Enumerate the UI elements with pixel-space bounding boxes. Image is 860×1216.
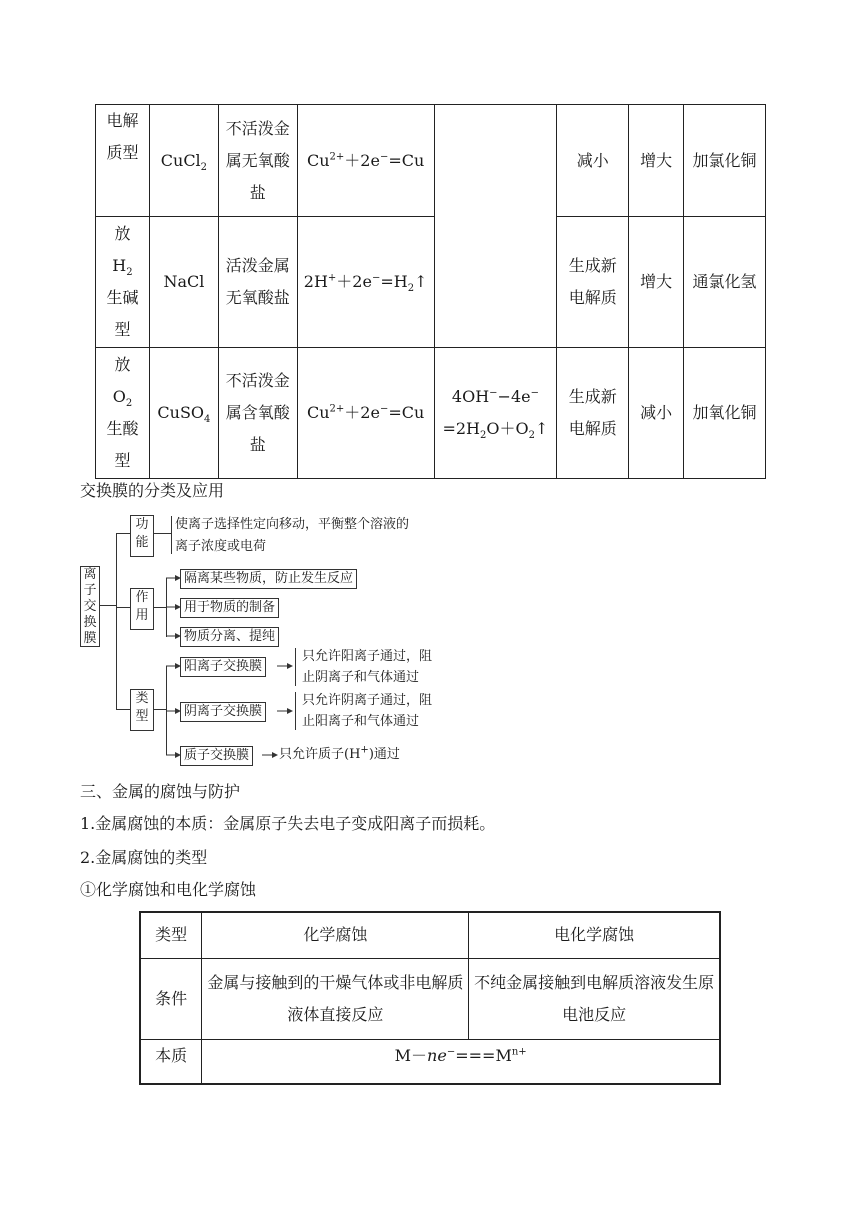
membrane-heading: 交换膜的分类及应用 xyxy=(80,481,225,500)
anode-cell: 4OH−−4e− $=2H_2O+O_2↑$ xyxy=(434,348,557,479)
section-heading: 三、金属的腐蚀与防护 xyxy=(80,782,241,801)
type-box: 类型 xyxy=(130,689,154,731)
cation-desc: 只允许阳离子通过，阻 xyxy=(302,649,433,664)
paragraph: 1.金属腐蚀的本质：金属原子失去电子变成阳离子而损耗。 xyxy=(80,814,496,833)
restore-cell: 加氯化铜 xyxy=(684,105,766,217)
cathode-cell: $Cu^{2+}+2e^-=Cu$ xyxy=(297,105,434,217)
category-cell: 不活泼金属无氧酸盐 xyxy=(218,105,297,217)
function-text: 离子浓度或电荷 xyxy=(175,539,267,554)
root-box: 离子交换膜 xyxy=(80,566,100,647)
concentration-cell: 增大 xyxy=(629,105,684,217)
category-cell: 活泼金属无氧酸盐 xyxy=(218,217,297,348)
row-label: 条件 xyxy=(140,958,202,1039)
concentration-cell: 增大 xyxy=(629,217,684,348)
anion-membrane-box: 阴离子交换膜 xyxy=(180,702,266,722)
proton-membrane-box: 质子交换膜 xyxy=(180,746,253,766)
cathode-cell: $2H^++2e^-=H_2↑$ xyxy=(297,217,434,348)
corrosion-table xyxy=(139,911,721,1085)
ph-cell: 生成新电解质 xyxy=(557,217,629,348)
cell: 金属与接触到的干燥气体或非电解质液体直接反应 xyxy=(202,958,469,1039)
use-item-box: 隔离某些物质，防止发生反应 xyxy=(180,569,357,589)
table-row xyxy=(140,912,720,958)
use-item-box: 用于物质的制备 xyxy=(180,598,279,618)
anion-desc: 只允许阴离子通过，阻 xyxy=(302,693,433,708)
proton-desc: 只允许质子(H+)通过 xyxy=(279,744,400,762)
paragraph: 2.金属腐蚀的类型 xyxy=(80,848,208,867)
cell: 不纯金属接触到电解质溶液发生原电池反应 xyxy=(469,958,720,1039)
restore-cell: 通氯化氢 xyxy=(684,217,766,348)
use-item-box: 物质分离、提纯 xyxy=(180,627,279,647)
electrolyte-cell: NaCl xyxy=(149,217,218,348)
electrolyte-cell: CuSO$_4$ xyxy=(149,348,218,479)
paragraph: ①化学腐蚀和电化学腐蚀 xyxy=(80,880,257,899)
cation-desc: 止阴离子和气体通过 xyxy=(302,670,420,685)
electrolyte-cell: CuCl$_2$ xyxy=(149,105,218,217)
header-cell: 电化学腐蚀 xyxy=(469,912,720,958)
cell: $M-ne^-===M^{n+}$ xyxy=(202,1039,720,1084)
type-cell: 电解质型 xyxy=(96,105,150,217)
restore-cell: 加氧化铜 xyxy=(684,348,766,479)
function-box: 功能 xyxy=(130,515,154,557)
cation-membrane-box: 阳离子交换膜 xyxy=(180,657,266,677)
type-cell: 放 $H_2$ 生碱 型 xyxy=(96,217,150,348)
concentration-cell: 减小 xyxy=(629,348,684,479)
ph-cell: 生成新电解质 xyxy=(557,348,629,479)
header-cell: 类型 xyxy=(140,912,202,958)
type-cell: 放 $O_2$ 生酸 型 xyxy=(96,348,150,479)
category-cell: 不活泼金属含氧酸盐 xyxy=(218,348,297,479)
function-text: 使离子选择性定向移动，平衡整个溶液的 xyxy=(175,517,410,532)
header-cell: 化学腐蚀 xyxy=(202,912,469,958)
anion-desc: 止阳离子和气体通过 xyxy=(302,714,420,729)
table-row xyxy=(140,958,720,1039)
ph-cell: 减小 xyxy=(557,105,629,217)
row-label: 本质 xyxy=(140,1039,202,1084)
cathode-cell: $Cu^{2+}+2e^-=Cu$ xyxy=(297,348,434,479)
use-box: 作用 xyxy=(130,588,154,630)
table-row xyxy=(140,1039,720,1084)
